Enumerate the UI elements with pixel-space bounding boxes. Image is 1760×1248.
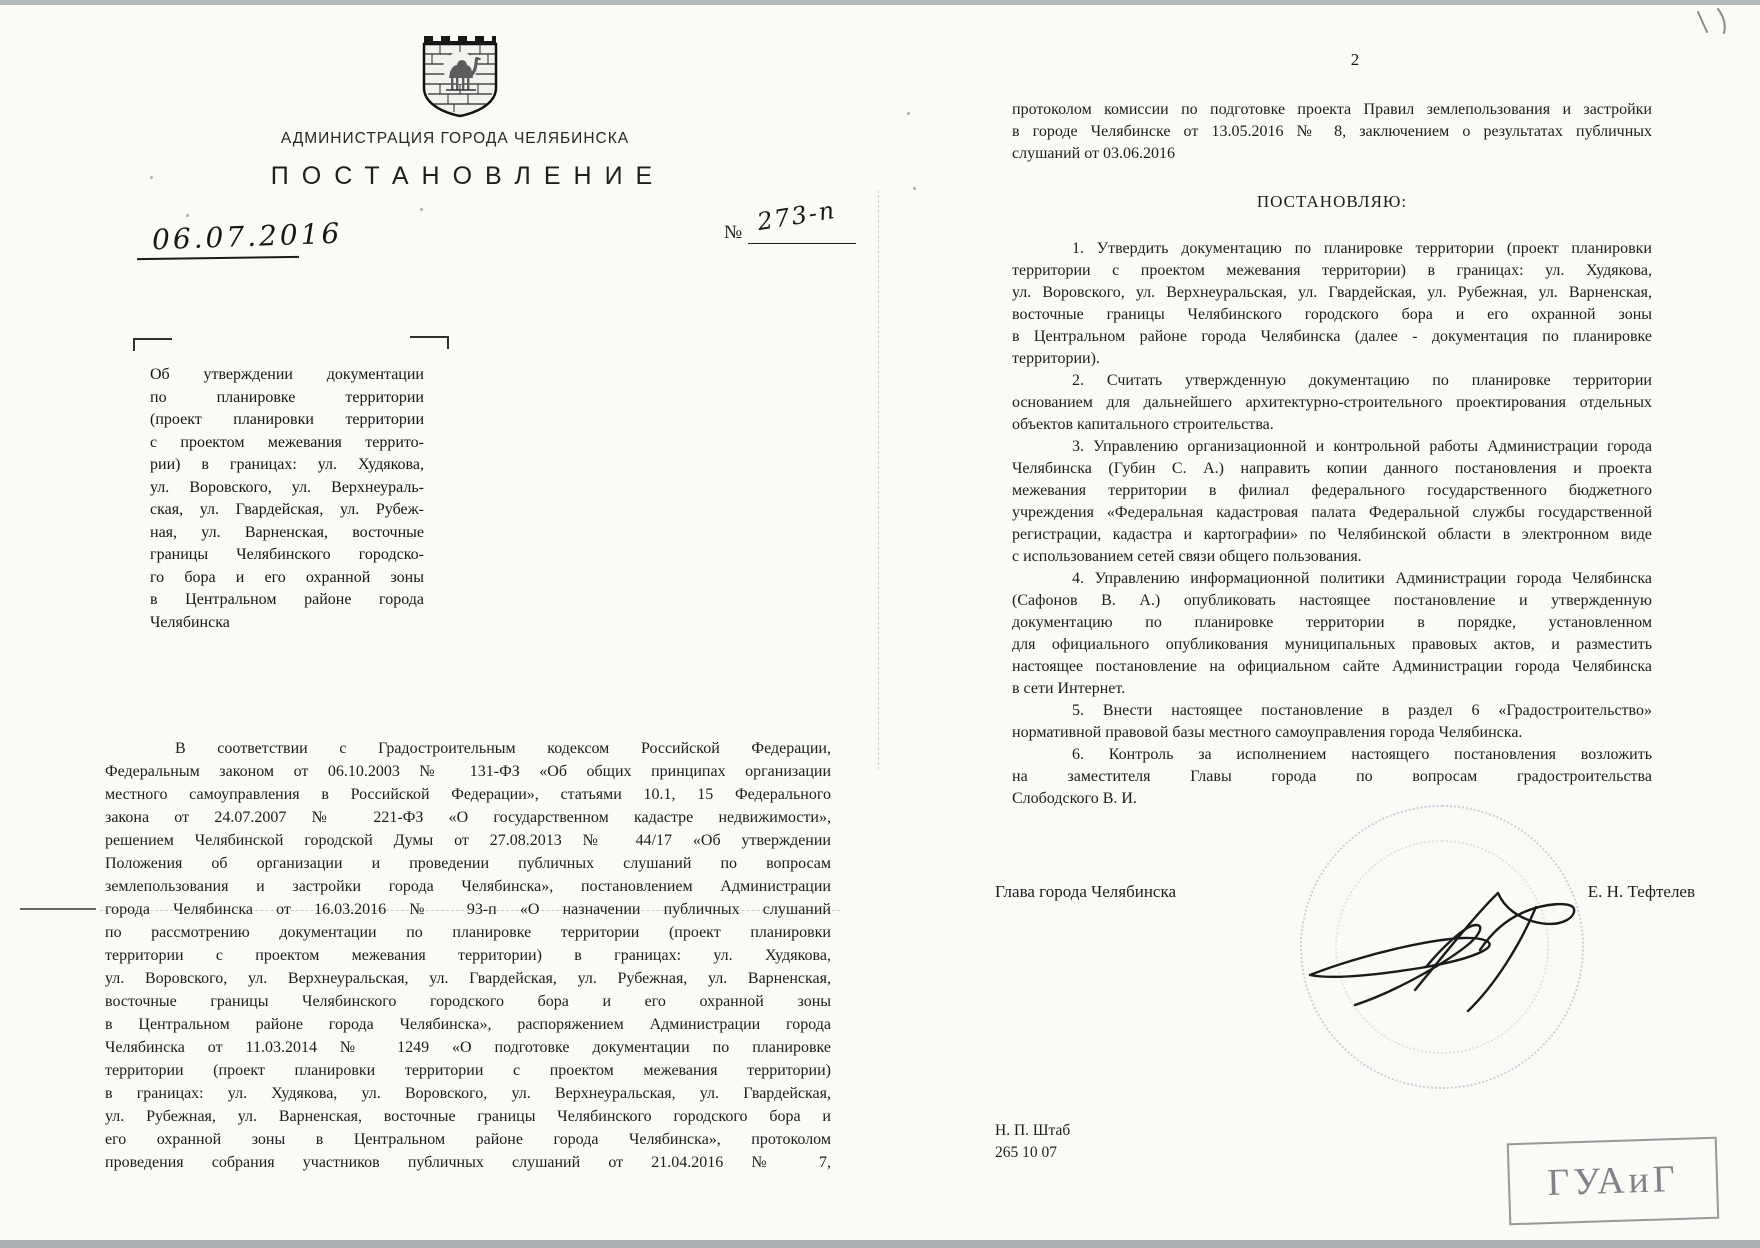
page-fold-line [878,190,879,770]
signature-title: Глава города Челябинска [995,882,1177,901]
text-line: в Центральном районе города [150,591,424,608]
text-line: ул. Воровского, ул. Верхнеураль- [150,478,424,496]
scan-artifact-line [20,908,96,910]
scan-edge-top [0,0,1760,5]
text-line: (Сафонов В. А.) опубликовать настоящее постановление и утвержденную [1012,592,1652,609]
text-line: основанием для дальнейшего архитектурно-строительного проектирования отдельных [1012,394,1652,411]
resolution-item-3 [1012,436,1652,568]
text-line: нормативной правовой базы местного самоуправления города Челябинска. [1012,724,1523,741]
scan-artifact-line-faint [100,910,840,911]
resolution-item-5 [1012,700,1652,744]
executor-name: Н. П. Штаб [995,1122,1071,1139]
text-line: в границах: ул. Худякова, ул. Воровского, ул. Верхнеуральская, ул. Гвардейская, [105,1085,831,1102]
number-handwritten: 273-п [755,195,839,237]
document-type-title: ПОСТАНОВЛЕНИЕ [270,162,666,190]
text-line: объектов капитального строительства. [1012,416,1274,433]
decree-preamble-paragraph [105,737,831,1174]
text-line: территории с проектом межевания территории) в границах: ул. Худякова, [105,947,831,964]
text-line: 3. Управлению организационной и контрольной работы Администрации города [1072,438,1652,455]
page-number: 2 [1350,50,1360,69]
signature-row [995,882,1695,902]
text-line: закона от 24.07.2007 № 221-ФЗ «О государственном кадастре недвижимости», [105,809,831,826]
registration-stamp-text: ГУАиГ [1546,1157,1680,1205]
text-line: 4. Управлению информационной политики Администрации города Челябинска [1072,570,1652,587]
text-line: проведения собрания участников публичных слушаний от 21.04.2016 № 7, [105,1154,831,1171]
text-line: города Челябинска от 16.03.2016 № 93-п «О назначении публичных слушаний [105,901,831,918]
text-line: Об утверждении документации [150,366,424,383]
scan-speck [907,112,910,115]
text-line: 2. Считать утвержденную документацию по планировке территории [1072,372,1652,389]
text-line: слушаний от 03.06.2016 [1012,145,1175,162]
date-handwritten: 06.07.2016 [151,216,343,257]
corner-bracket-left [133,338,172,351]
scan-speck [913,187,916,190]
text-line: ул. Воровского, ул. Верхнеуральская, ул. Гвардейская, ул. Рубежная, ул. Варненская, [1012,284,1652,301]
text-line: по планировке территории [150,388,424,406]
text-line: территории (проект планировки территории с проектом межевания территории) [105,1062,831,1079]
pen-mark-top-right [1690,6,1750,46]
text-line: территории). [1012,350,1100,367]
text-line: го бора и его охранной зоны [150,568,424,586]
text-line: документацию по планировке территории в порядке, установленном [1012,614,1652,631]
text-line: восточные границы Челябинского городского бора и его охранной зоны [1012,306,1652,323]
executor-phone: 265 10 07 [995,1144,1057,1161]
text-line: рии) в границах: ул. Худякова, [150,456,424,473]
number-sign: № [724,222,743,243]
text-line: границы Челябинского городско- [150,546,424,563]
text-line: регистрации, кадастра и картографии» по Челябинской области в электронном виде [1012,526,1652,543]
text-line: в Центральном районе города Челябинска», распоряжением Администрации города [105,1016,831,1033]
scan-speck [150,176,153,179]
number-underline [748,243,856,244]
text-line: Челябинска от 11.03.2014 № 1249 «О подготовке документации по планировке [105,1039,831,1056]
text-line: территории с проектом межевания территории) в границах: ул. Худякова, [1012,262,1652,279]
scan-speck [420,208,423,211]
resolution-item-4 [1012,568,1652,700]
decree-title-block [150,364,424,634]
text-line: ская, ул. Гвардейская, ул. Рубеж- [150,501,424,518]
text-line: ул. Рубежная, ул. Варненская, восточные границы Челябинского городского бора и [105,1108,831,1125]
text-line: для официального опубликования муниципальных правовых актов, и разместить [1012,636,1652,653]
text-line: с проектом межевания террито- [150,433,424,451]
text-line: в городе Челябинске от 13.05.2016 № 8, заключением о результатах публичных [1012,123,1652,140]
text-line: с использованием сетей связи общего пользования. [1012,548,1362,565]
scan-edge-bottom [0,1240,1760,1248]
text-line: решением Челябинской городской Думы от 27.08.2013 № 44/17 «Об утверждении [105,832,831,849]
text-line: протоколом комиссии по подготовке проекта Правил землепользования и застройки [1012,101,1652,118]
date-underline [137,256,299,260]
chelyabinsk-coat-of-arms-icon [420,32,500,118]
text-line: Положения об организации и проведении публичных слушаний по вопросам [105,855,831,872]
text-line: землепользования и застройки города Челябинска», постановлением Администрации [105,878,831,895]
executor-block [995,1120,1070,1164]
resolution-item-1 [1012,238,1652,370]
text-line: восточные границы Челябинского городского бора и его охранной зоны [105,993,831,1010]
corner-bracket-right [410,336,449,349]
text-line: 5. Внести настоящее постановление в раздел 6 «Градостроительство» [1072,702,1652,719]
scan-speck [186,214,189,217]
text-line: ул. Воровского, ул. Верхнеуральская, ул. Гвардейская, ул. Рубежная, ул. Варненская, [105,970,831,987]
text-line: Челябинска (Губин С. А.) направить копии данного постановления и проекта [1012,460,1652,477]
text-line: 1. Утвердить документацию по планировке территории (проект планировки [1072,240,1652,257]
resolution-item-6 [1012,744,1652,810]
text-line: по рассмотрению документации по планировке территории (проект планировки [105,924,831,941]
text-line: в сети Интернет. [1012,680,1126,697]
text-line: местного самоуправления в Российской Федерации», статьями 10.1, 15 Федерального [105,786,831,803]
resolution-heading: ПОСТАНОВЛЯЮ: [1256,192,1408,211]
text-line: на заместителя Главы города по вопросам градостроительства [1012,768,1652,785]
text-line: Федеральным законом от 06.10.2003 № 131-ФЗ «Об общих принципах организации [105,763,831,780]
text-line: в Центральном районе города Челябинска (далее - документация по планировке [1012,328,1652,345]
preamble-continuation-paragraph [1012,99,1652,165]
text-line: межевания территории в филиал федерального государственного бюджетного [1012,482,1652,499]
registration-stamp-box [1507,1137,1719,1226]
text-line: (проект планировки территории [150,411,424,428]
resolution-item-2 [1012,370,1652,436]
text-line: В соответствии с Градостроительным кодексом Российской Федерации, [175,740,831,757]
text-line: Челябинска [150,613,230,631]
organization-name: АДМИНИСТРАЦИЯ ГОРОДА ЧЕЛЯБИНСКА [280,130,630,147]
text-line: настоящее постановление на официальном сайте Администрации города Челябинска [1012,658,1652,675]
resolution-items [1012,238,1652,810]
text-line: Слободского В. И. [1012,790,1137,807]
signature-name: Е. Н. Тефтелев [1587,882,1695,901]
text-line: учреждения «Федеральная кадастровая палата Федеральной службы государственной [1012,504,1652,521]
text-line: 6. Контроль за исполнением настоящего постановления возложить [1072,746,1652,763]
text-line: ная, ул. Варненская, восточные [150,523,424,541]
text-line: его охранной зоны в Центральном районе города Челябинска», протоколом [105,1131,831,1148]
